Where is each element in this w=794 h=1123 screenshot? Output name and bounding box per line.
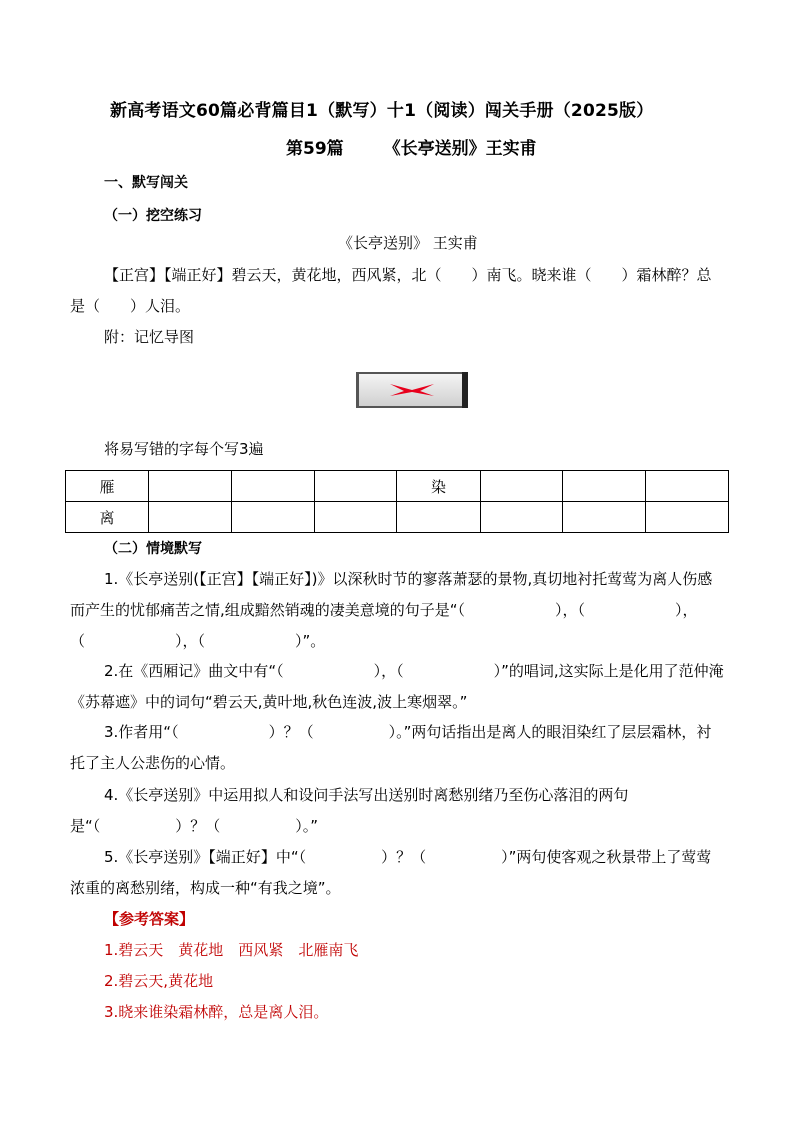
broken-image-icon — [356, 372, 468, 408]
table-cell[interactable] — [314, 502, 397, 533]
table-cell[interactable] — [646, 471, 729, 502]
table-cell[interactable] — [480, 502, 563, 533]
table-cell-char: 离 — [66, 502, 149, 533]
poem-title: 《长亭送别》 王实甫 — [338, 234, 478, 252]
chapter-number: 第59篇 — [286, 139, 344, 159]
table-cell-char: 染 — [397, 471, 480, 502]
table-cell[interactable] — [646, 502, 729, 533]
question-4: 4.《长亭送别》中运用拟人和设问手法写出送别时离愁别绪乃至伤心落泪的两句是“（ ）？（ ）。” — [70, 786, 629, 835]
table-row — [66, 502, 729, 533]
subsection-heading: （一）挖空练习 — [104, 208, 202, 224]
question-3: 3.作者用“（ ）？（ ）。”两句话指出是离人的眼泪染红了层层霜林，衬托了主人公悲伤的心情。 — [70, 723, 712, 772]
subsection-heading: （二）情境默写 — [104, 541, 202, 557]
question-5: 5.《长亭送别》【端正好】中“（ ）？（ ）”两句使客观之秋景带上了莺莺浓重的离愁别绪，构成一种“有我之境”。 — [70, 848, 712, 897]
answer-3: 3.晓来谁染霜林醉，总是离人泪。 — [104, 1003, 329, 1021]
table-cell[interactable] — [231, 471, 314, 502]
table-cell-char: 雁 — [66, 471, 149, 502]
document-title: 新高考语文60篇必背篇目1（默写）十1（阅读）闯关手册（2025版） — [110, 101, 654, 121]
question-1: 1.《长亭送别(【正宫】【端正好】)》以深秋时节的寥落萧瑟的景物,真切地衬托莺莺为离人伤感而产生的忧郁痛苦之情,组成黯然销魂的凄美意境的句子是“（ ），（ ），（ ），（ ）”。 — [70, 570, 713, 650]
table-cell[interactable] — [314, 471, 397, 502]
poem-text: 【正宫】【端正好】碧云天，黄花地，西风紧，北（ ）南飞。晓来谁（ ）霜林醉？总是（ ）人泪。 — [70, 266, 712, 315]
mindmap-note: 附：记忆导图 — [104, 328, 195, 346]
table-row — [66, 471, 729, 502]
table-cell[interactable] — [149, 471, 232, 502]
table-cell[interactable] — [149, 502, 232, 533]
table-cell[interactable] — [231, 502, 314, 533]
table-cell[interactable] — [563, 502, 646, 533]
table-cell[interactable] — [480, 471, 563, 502]
table-cell[interactable] — [563, 471, 646, 502]
chapter-title — [286, 134, 537, 159]
answer-1: 1.碧云天 黄花地 西风紧 北雁南飞 — [104, 941, 359, 959]
copy-practice-table — [65, 470, 729, 533]
table-cell[interactable] — [397, 502, 480, 533]
chapter-work: 《长亭送别》王实甫 — [383, 139, 537, 159]
answer-2: 2.碧云天,黄花地 — [104, 972, 214, 990]
copy-instruction: 将易写错的字每个写3遍 — [104, 440, 264, 458]
question-2: 2.在《西厢记》曲文中有“（ ），（ ）”的唱词,这实际上是化用了范仲淹《苏幕遮》中的词句“碧云天,黄叶地,秋色连波,波上寒烟翠。” — [70, 662, 724, 711]
section-heading: 一、默写闯关 — [104, 175, 188, 191]
answers-heading: 【参考答案】 — [104, 910, 195, 928]
